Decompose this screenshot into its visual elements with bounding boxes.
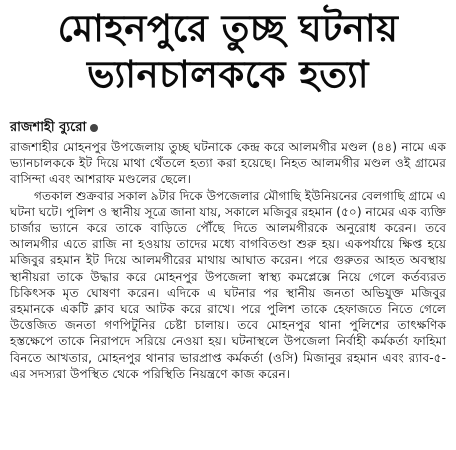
paragraph-1: রাজশাহীর মোহনপুর উপজেলায় তুচ্ছ ঘটনাকে কেন্দ্র করে আলমগীর মণ্ডল (৪৪) নামে এক ভ্যানচালককে ইট দিয়ে মাথা থেঁতলে হত্যা করা হয়েছে। নিহত আলমগীর মণ্ডল ওই গ্রামের বাসিন্দা এবং আশরাফ মণ্ডলের ছেলে। [10,140,446,187]
headline-line-1: মোহনপুরে তুচ্ছ ঘটনায় [57,7,399,50]
paragraph-2: গতকাল শুক্রবার সকাল ৯টার দিকে উপজেলার মৌগাছি ইউনিয়নের বেলগাছি গ্রামে এ ঘটনা ঘটে। পুলিশ ও স্থানীয় সূত্রে জানা যায়, সকালে মজিবুর রহমান (৫০) নামের এক ব্যক্তি চার্জার ভ্যানে করে তাকে বাড়িতে পৌঁছে দিতে আলমগীরকে অনুরোধ করেন। তবে আলমগীর এতে রাজি না হওয়ায় তাদের মধ্যে বাগবিতণ্ডা শুরু হয়। একপর্যায়ে ক্ষিপ্ত হয়ে মজিবুর রহমান ইট দিয়ে আলমগীরের মাথায় আঘাত করেন। পরে গুরুতর আহত অবস্থায় স্থানীয়রা তাকে উদ্ধার করে মোহনপুর উপজেলা স্বাস্থ্য কমপ্লেক্সে নিয়ে গেলে কর্তব্যরত চিকিৎসক মৃত ঘোষণা করেন। এদিকে এ ঘটনার পর স্থানীয় জনতা অভিযুক্ত মজিবুর রহমানকে একটি ক্লাব ঘরে আটক করে রাখে। পরে পুলিশ তাকে হেফাজতে নিতে গেলে উত্তেজিত জনতা গণপিটুনির চেষ্টা চালায়। তবে মোহনপুর থানা পুলিশের তাৎক্ষণিক হস্তক্ষেপে তাকে নিরাপদে সরিয়ে নেওয়া হয়। ঘটনাস্থলে উপজেলা নির্বাহী কর্মকর্তা ফাহিমা বিনতে আখতার, মোহনপুর থানার ভারপ্রাপ্ত কর্মকর্তা (ওসি) মিজানুর রহমান এবং র‍্যাব-৫-এর সদস্যরা উপস্থিত থেকে পরিস্থিতি নিয়ন্ত্রণে কাজ করেন। [10,188,446,381]
article-body [10,139,446,382]
bullet-icon [90,124,98,132]
byline-row [10,120,446,136]
headline [10,6,446,98]
headline-line-2: ভ্যানচালককে হত্যা [86,53,370,96]
byline: রাজশাহী ব্যুরো [10,119,87,135]
